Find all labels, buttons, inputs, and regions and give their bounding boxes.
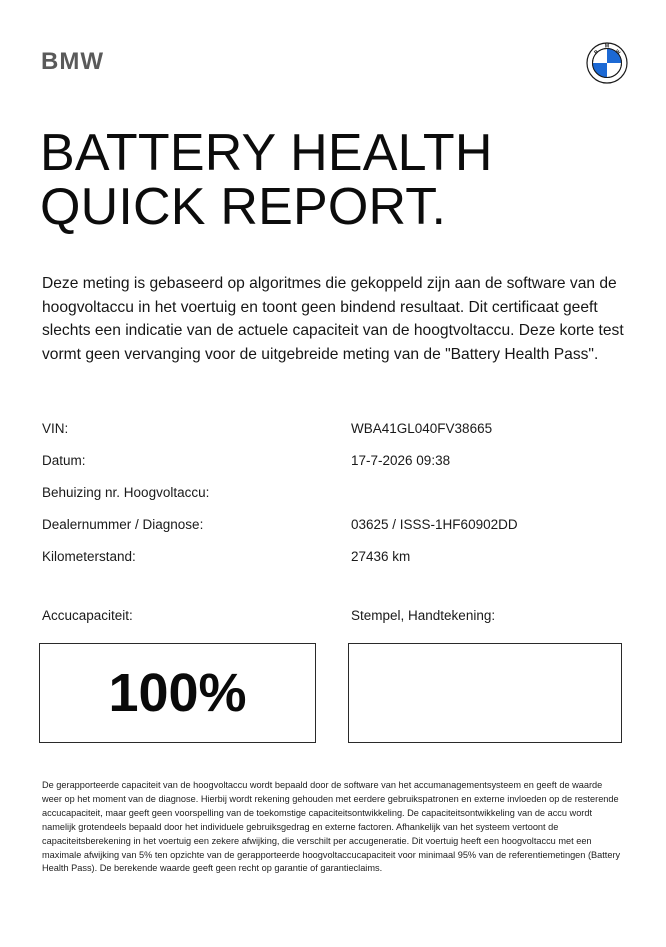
roundel-letter-m: M [604, 43, 610, 50]
roundel-letter-b: B [593, 48, 600, 56]
field-row-vin [42, 412, 632, 444]
field-value: 17-7-2026 09:38 [351, 452, 451, 468]
field-value: WBA41GL040FV38665 [351, 420, 493, 436]
field-label: Datum: [42, 452, 86, 468]
bmw-roundel-icon [586, 42, 628, 84]
field-label: Kilometerstand: [42, 548, 136, 564]
disclaimer-footnote: De gerapporteerde capaciteit van de hoogvoltaccu wordt bepaald door de software van het accumanagementsysteem en geeft de waarde weer op het moment van de diagnose. Hierbij wordt rekening gehouden met eerdere gebruikspatronen en externe invloeden op de resterende accucapaciteit, maar geeft geen voorspelling van de toekomstige capaciteitsontwikkeling. De capaciteitsontwikkeling van de accu wordt namelijk grotendeels bepaald door het individuele gebruiksgedrag en externe factoren. Afhankelijk van het systeem vertoont de capaciteitsberekening in het voertuig een zekere afwijking, die verschilt per accugeneratie. Dit voertuig heeft een hoogvoltaccu met een maximale afwijking van 5% ten opzichte van de gerapporteerde hoogvoltaccucapaciteit voor minimaal 95% van de referentiemetingen (Battery Health Pass). De berekende waarde geeft geen recht op garantie of garantieclaims. [42, 780, 621, 874]
field-value: 03625 / ISSS-1HF60902DD [351, 516, 518, 532]
title-line-1: BATTERY HEALTH [40, 124, 493, 182]
field-label: VIN: [42, 420, 69, 436]
title-line-2: QUICK REPORT. [40, 178, 447, 236]
field-value: 27436 km [351, 548, 411, 564]
stamp-signature-box [348, 643, 622, 743]
capacity-label: Accucapaciteit: [42, 608, 133, 623]
field-row-mileage [42, 540, 632, 572]
stamp-label: Stempel, Handtekening: [351, 608, 496, 623]
field-row-housing-number [42, 476, 632, 508]
field-row-date [42, 444, 632, 476]
roundel-letter-w: W [613, 48, 622, 57]
field-label: Behuizing nr. Hoogvoltaccu: [42, 484, 210, 500]
intro-paragraph: Deze meting is gebaseerd op algoritmes die gekoppeld zijn aan de software van de hoogvoltaccu in het voertuig en toont geen bindend resultaat. Dit certificaat geeft slechts een indicatie van de actuele capaciteit van de hoogtvoltaccu. Deze korte test vormt geen vervanging voor de uitgebreide meting van de "Battery Health Pass". [42, 275, 624, 363]
capacity-value: 100% [108, 663, 247, 723]
capacity-box [39, 643, 316, 743]
report-fields [42, 412, 632, 572]
bmw-wordmark: BMW [41, 48, 104, 75]
page-title [40, 126, 493, 234]
field-row-dealer-diagnosis [42, 508, 632, 540]
field-label: Dealernummer / Diagnose: [42, 516, 204, 532]
